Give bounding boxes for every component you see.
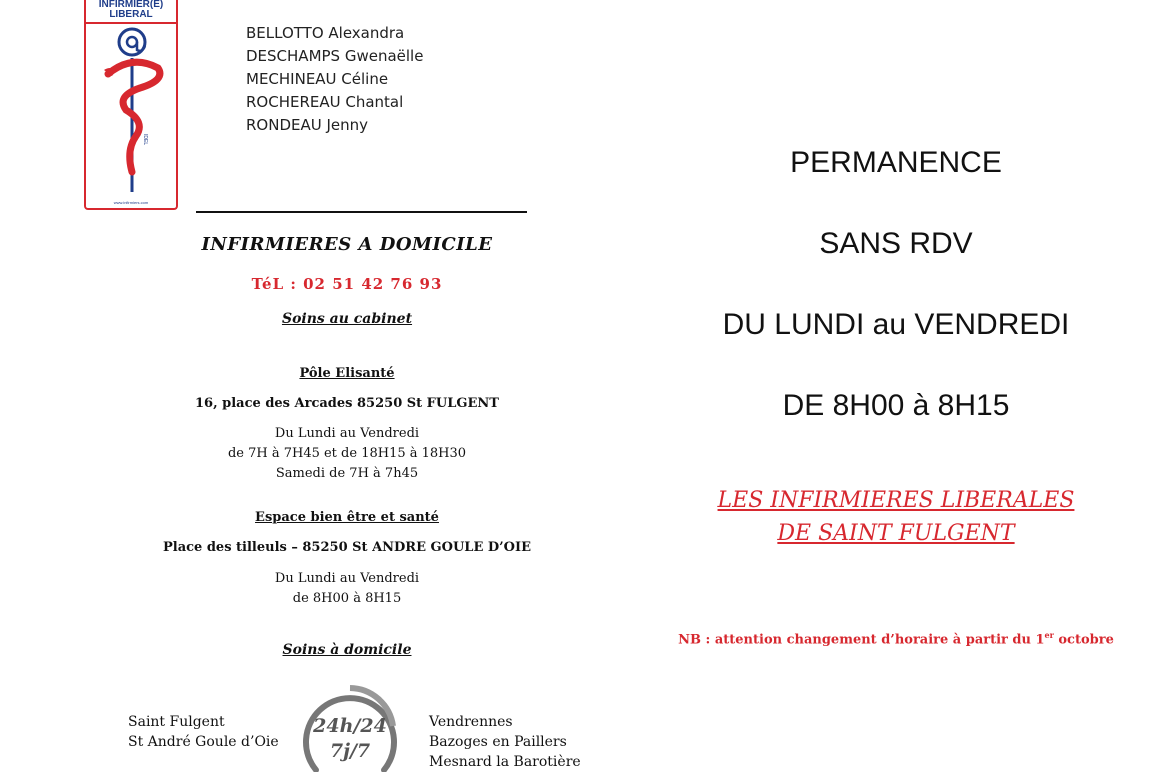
- signature-line2: DE SAINT FULGENT: [777, 521, 1015, 546]
- location1-hours: [120, 424, 574, 484]
- hours-line: de 8H00 à 8H15: [292, 591, 402, 606]
- logo-footer: www.infirmiers.com: [113, 200, 149, 205]
- location1-name: Pôle Elisanté: [299, 366, 395, 381]
- nurse-list: [246, 22, 423, 137]
- permanence-line: DU LUNDI au VENDREDI: [722, 308, 1070, 341]
- permanence-line: DE 8H00 à 8H15: [782, 389, 1010, 422]
- caduceus-icon: [86, 22, 176, 192]
- logo-line2: LIBERAL: [109, 9, 153, 20]
- town-name: Saint Fulgent: [128, 714, 225, 730]
- page-title: INFIRMIERES A DOMICILE: [201, 234, 493, 255]
- hours-line: Du Lundi au Vendredi: [274, 426, 420, 441]
- town-name: Bazoges en Paillers: [429, 734, 567, 750]
- clock-line1: 24h/24: [313, 715, 387, 737]
- permanence-line: SANS RDV: [819, 227, 973, 260]
- hours-line: Samedi de 7H à 7h45: [275, 466, 419, 481]
- notice-sup: er: [1044, 630, 1054, 640]
- hours-line: Du Lundi au Vendredi: [274, 571, 420, 586]
- town-name: St André Goule d’Oie: [128, 734, 279, 750]
- clock-line2: 7j/7: [329, 740, 371, 762]
- nurse-name: RONDEAU Jenny: [246, 116, 369, 134]
- idel-logo: [84, 0, 178, 210]
- logo-line1: INFIRMIER(E): [98, 0, 164, 10]
- location2-name: Espace bien être et santé: [255, 510, 439, 525]
- notice-main: NB : attention changement d’horaire à partir du 1: [678, 632, 1045, 648]
- logo-header: [86, 0, 176, 24]
- notice-text: [636, 630, 1156, 647]
- signature-line1: LES INFIRMIERES LIBERALES: [717, 488, 1075, 513]
- location2-hours: [120, 569, 574, 609]
- town-name: Vendrennes: [429, 714, 513, 730]
- notice-end: octobre: [1053, 632, 1114, 648]
- towns-right: [429, 712, 581, 772]
- nurse-name: BELLOTTO Alexandra: [246, 24, 405, 42]
- divider-line: [196, 211, 527, 213]
- location2-address: Place des tilleuls – 85250 St ANDRE GOULE D’OIE: [162, 540, 531, 555]
- cabinet-section-title: Soins au cabinet: [281, 311, 413, 327]
- towns-left: [128, 712, 279, 752]
- nurse-name: ROCHEREAU Chantal: [246, 93, 404, 111]
- domicile-section-title: Soins à domicile: [282, 642, 412, 658]
- nurse-name: MECHINEAU Céline: [246, 70, 389, 88]
- permanence-line: PERMANENCE: [790, 146, 1002, 179]
- hours-line: de 7H à 7H45 et de 18H15 à 18H30: [227, 446, 467, 461]
- phone-number: TéL : 02 51 42 76 93: [251, 275, 443, 293]
- town-name: Mesnard la Barotière: [429, 754, 581, 770]
- nurse-name: DESCHAMPS Gwenaëlle: [246, 47, 424, 65]
- clock-24h-icon: [298, 682, 402, 772]
- logo-vertical-text: IDEL: [142, 134, 148, 146]
- location1-address: 16, place des Arcades 85250 St FULGENT: [195, 396, 499, 411]
